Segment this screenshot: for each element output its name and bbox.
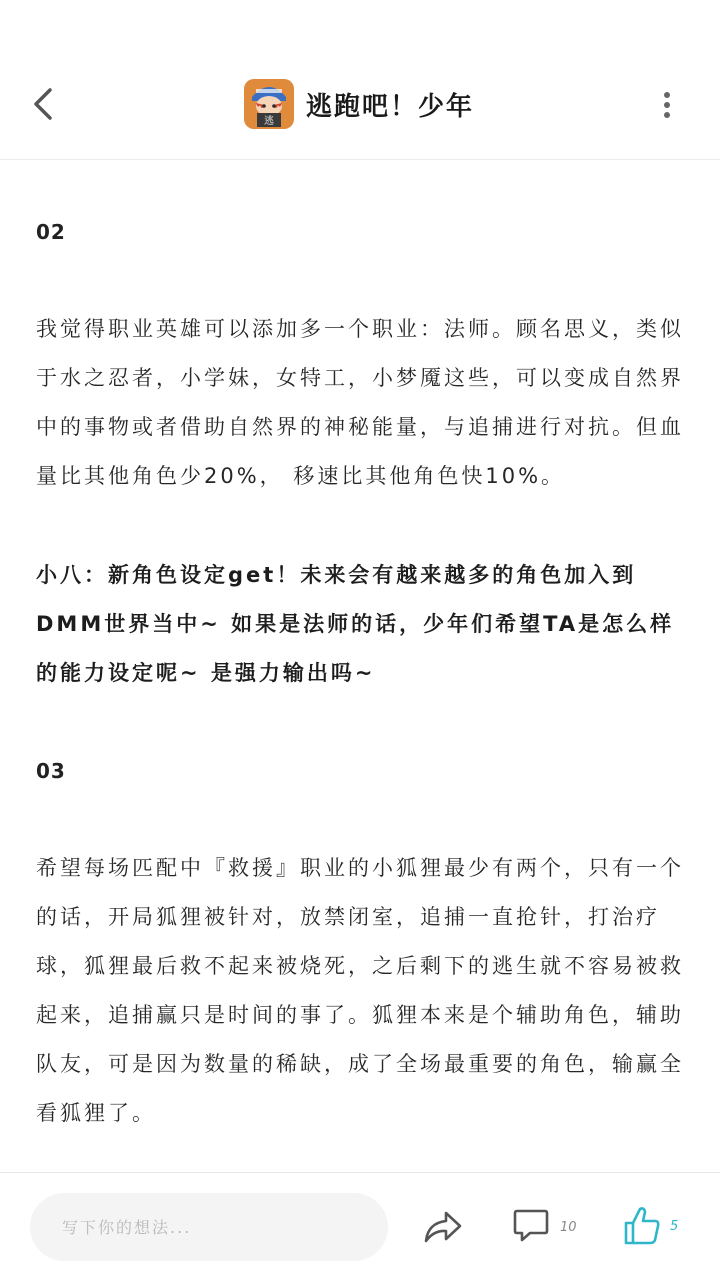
app-title-group[interactable] (244, 78, 474, 130)
post-content (36, 160, 686, 1170)
thumbs-up-icon (622, 1203, 662, 1247)
comment-button[interactable] (512, 1205, 582, 1249)
post-paragraph: 我觉得职业英雄可以添加多一个职业：法师。顾名思义，类似于水之忍者，小学妹，女特工，小梦魇这些，可以变成自然界中的事物或者借助自然界的神秘能量，与追捕进行对抗。但血量比其他角色少20%， 移速比其他角色快10%。 (36, 317, 684, 488)
more-options-button[interactable] (650, 88, 684, 122)
page-title: 逃跑吧！少年 (306, 91, 475, 122)
comment-input[interactable] (30, 1193, 388, 1261)
official-reply: 小八：新角色设定get！未来会有越来越多的角色加入到DMM世界当中~ 如果是法师的话，少年们希望TA是怎么样的能力设定呢~ 是强力输出吗~ (36, 563, 675, 685)
more-vertical-icon (650, 88, 684, 122)
comment-count: 10 (560, 1220, 577, 1235)
section-number: 02 (36, 220, 66, 244)
post-paragraph: 希望每场匹配中『救援』职业的小狐狸最少有两个，只有一个的话，开局狐狸被针对，放禁闭室，追捕一直抢针，打治疗球，狐狸最后救不起来被烧死，之后剩下的逃生就不容易被救起来，追捕赢只是时间的事了。狐狸本来是个辅助角色，辅助队友，可是因为数量的稀缺，成了全场最重要的角色，输赢全看狐狸了。 (36, 856, 684, 1125)
section-number: 03 (36, 759, 66, 783)
share-button[interactable] (422, 1207, 464, 1247)
chevron-left-icon (24, 80, 68, 128)
top-bar (0, 0, 720, 160)
share-icon (422, 1207, 464, 1247)
like-count: 5 (670, 1219, 679, 1234)
app-avatar[interactable] (244, 79, 294, 129)
bottom-action-bar (0, 1172, 720, 1280)
comment-icon (512, 1205, 550, 1245)
avatar-badge-text: 逃 (264, 116, 274, 127)
like-button[interactable] (622, 1203, 686, 1251)
back-button[interactable] (24, 80, 68, 128)
